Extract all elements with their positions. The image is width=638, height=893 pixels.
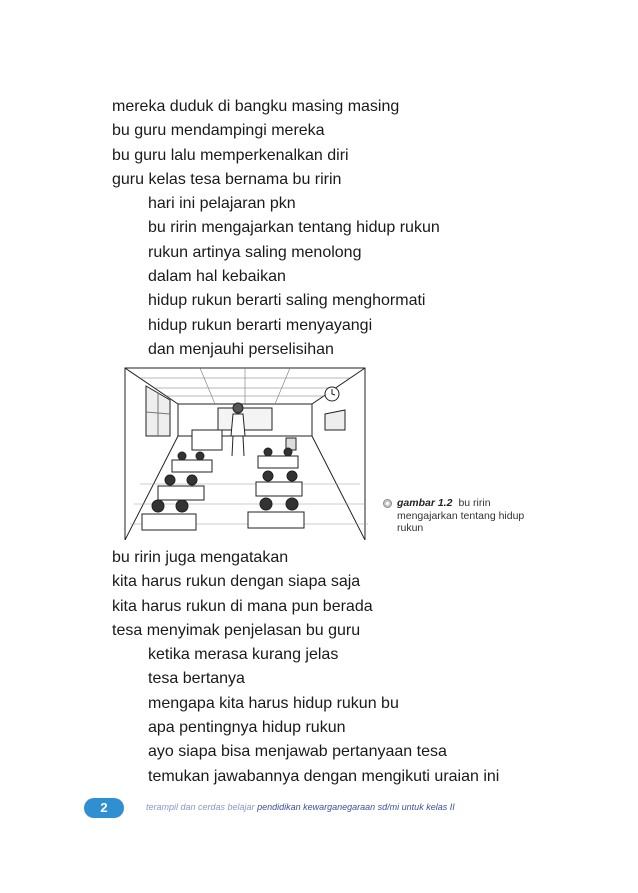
caption-text-line3: rukun (397, 522, 424, 534)
caption-text-line1: bu ririn (458, 497, 491, 509)
poem-line: mengapa kita harus hidup rukun bu (148, 694, 399, 712)
footer-series-title: terampil dan cerdas belajar (146, 802, 255, 812)
poem-line: dan menjauhi perselisihan (148, 340, 334, 358)
caption-label: gambar 1.2 (397, 497, 453, 509)
poem-line: kita harus rukun dengan siapa saja (112, 573, 361, 591)
caption-bullet-icon (383, 499, 392, 508)
poem-line: tesa menyimak penjelasan bu guru (112, 621, 361, 639)
poem-line: temukan jawabannya dengan mengikuti uraian ini (148, 767, 500, 785)
poem-stanza-1 (112, 95, 440, 362)
poem-line: rukun artinya saling menolong (148, 243, 362, 261)
footer-book-title: pendidikan kewarganegaraan sd/mi untuk kelas II (257, 802, 455, 812)
poem-line: bu ririn mengajarkan tentang hidup rukun (148, 219, 440, 237)
caption-text-line2: mengajarkan tentang hidup (397, 509, 525, 522)
figure-caption (383, 497, 553, 535)
poem-line: hari ini pelajaran pkn (148, 195, 296, 213)
page-footer (84, 798, 544, 818)
poem-line: dalam hal kebaikan (148, 268, 286, 286)
poem-line: bu guru mendampingi mereka (112, 122, 325, 140)
poem-line: ayo siapa bisa menjawab pertanyaan tesa (148, 743, 447, 761)
poem-line: kita harus rukun di mana pun berada (112, 597, 373, 615)
poem-line: guru kelas tesa bernama bu ririn (112, 170, 342, 188)
page-number: 2 (84, 798, 124, 818)
poem-line: ketika merasa kurang jelas (148, 646, 339, 664)
classroom-illustration (120, 364, 370, 540)
footer-text (146, 802, 455, 812)
poem-line: bu guru lalu memperkenalkan diri (112, 146, 349, 164)
poem-line: mereka duduk di bangku masing masing (112, 98, 400, 115)
poem-line: hidup rukun berarti saling menghormati (148, 292, 426, 310)
poem-stanza-2 (112, 546, 499, 789)
poem-line: apa pentingnya hidup rukun (148, 719, 346, 737)
poem-line: hidup rukun berarti menyayangi (148, 316, 373, 334)
poem-line: tesa bertanya (148, 670, 245, 688)
poem-line: bu ririn juga mengatakan (112, 549, 289, 566)
